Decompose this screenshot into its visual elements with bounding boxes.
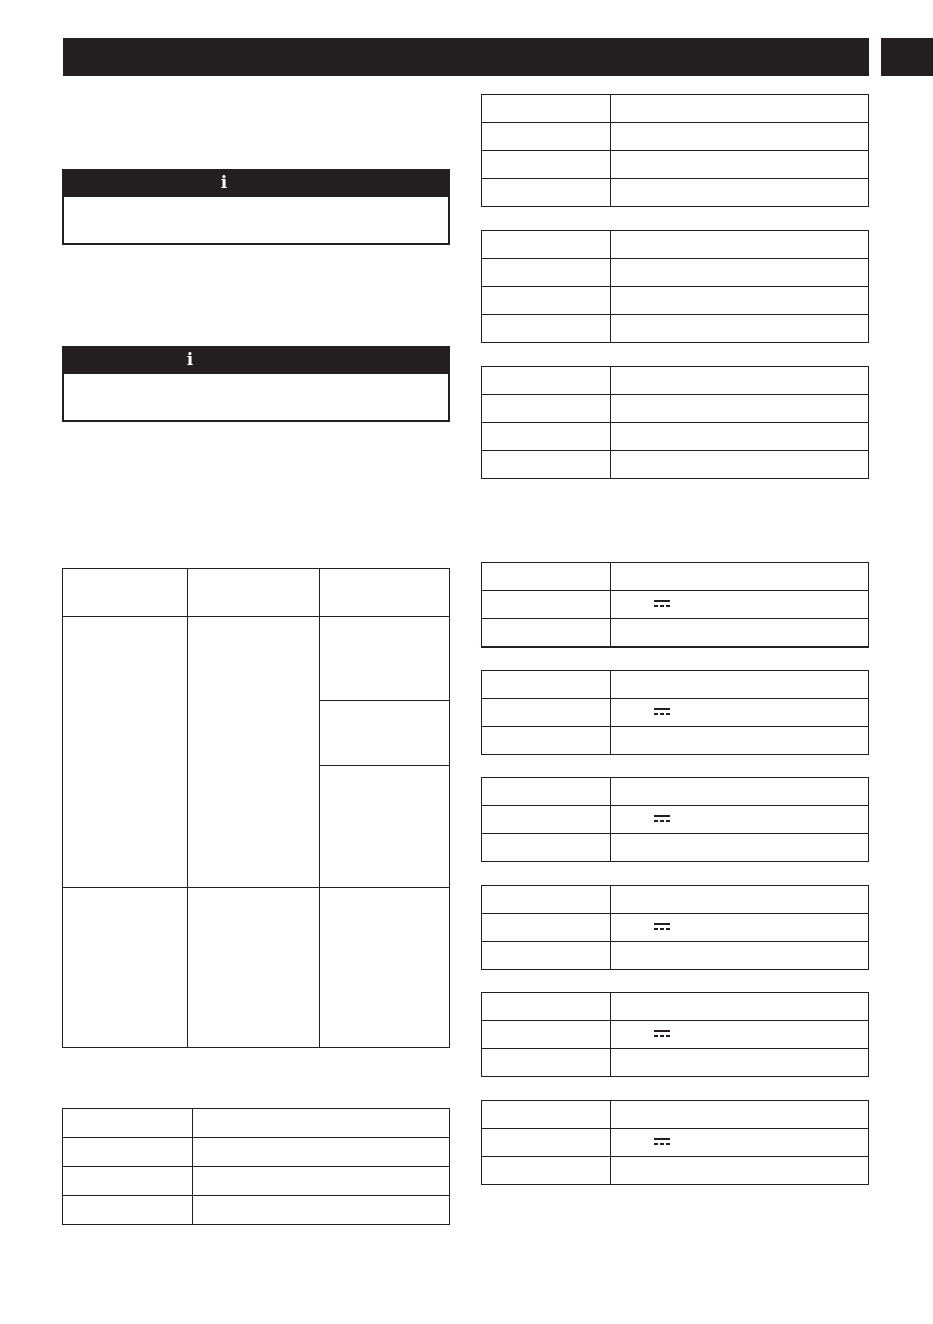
table-row	[482, 834, 869, 862]
table-cell	[320, 617, 450, 701]
table-cell	[482, 834, 611, 862]
table-cell	[482, 423, 611, 451]
table-cell	[610, 886, 868, 914]
table-cell	[610, 123, 868, 151]
table-cell	[482, 727, 611, 755]
table-cell	[610, 671, 868, 699]
table-cell	[610, 1157, 868, 1185]
spec-table-b4	[481, 885, 869, 970]
direct-current-icon	[654, 815, 670, 823]
table-cell	[63, 1196, 193, 1225]
spec-table-b6	[481, 1100, 869, 1185]
info-icon: i	[186, 350, 194, 370]
header-bar	[63, 38, 869, 76]
table-row	[482, 591, 869, 619]
table-row	[63, 1167, 450, 1196]
table-cell	[482, 591, 611, 619]
table-cell	[610, 151, 868, 179]
table-cell	[610, 367, 868, 395]
table-row	[482, 778, 869, 806]
table-row	[482, 1021, 869, 1049]
table-cell	[187, 888, 320, 1048]
table-cell	[610, 315, 868, 343]
notice-box-1	[62, 169, 450, 245]
direct-current-icon	[654, 923, 670, 931]
table-row	[482, 315, 869, 343]
info-icon: i	[220, 173, 228, 193]
table-row	[482, 1157, 869, 1185]
table-row	[482, 179, 869, 207]
left-spec-table	[62, 1108, 450, 1225]
table-cell	[482, 231, 611, 259]
table-cell	[482, 1101, 611, 1129]
table-row	[482, 806, 869, 834]
table-row	[482, 1049, 869, 1077]
table-cell	[482, 886, 611, 914]
table-cell	[482, 287, 611, 315]
spec-table-a1	[481, 94, 869, 207]
table-row	[482, 395, 869, 423]
section-tab	[881, 38, 933, 76]
table-cell	[482, 315, 611, 343]
table-row	[482, 151, 869, 179]
table-cell	[63, 569, 188, 617]
direct-current-icon	[654, 708, 670, 716]
table-cell	[482, 993, 611, 1021]
direct-current-icon	[654, 1138, 670, 1146]
table-row	[482, 914, 869, 942]
table-cell	[610, 619, 868, 647]
table-row	[482, 123, 869, 151]
table-cell	[610, 179, 868, 207]
spec-table-a3	[481, 366, 869, 479]
table-cell	[482, 367, 611, 395]
table-cell	[610, 1021, 868, 1049]
table-cell	[610, 1049, 868, 1077]
table-cell	[610, 287, 868, 315]
table-cell	[192, 1196, 449, 1225]
table-cell	[610, 993, 868, 1021]
table-cell	[610, 259, 868, 287]
table-cell	[192, 1109, 449, 1138]
table-cell	[482, 778, 611, 806]
table-row	[63, 1109, 450, 1138]
table-cell	[192, 1138, 449, 1167]
direct-current-icon	[654, 1030, 670, 1038]
table-cell	[482, 95, 611, 123]
table-cell	[610, 806, 868, 834]
table-cell	[610, 778, 868, 806]
table-row	[63, 1196, 450, 1225]
table-row	[482, 727, 869, 755]
table-cell	[63, 617, 188, 888]
table-cell	[610, 95, 868, 123]
table-row	[482, 1101, 869, 1129]
table-row	[482, 886, 869, 914]
table-cell	[610, 395, 868, 423]
table-cell	[482, 671, 611, 699]
spec-table-a2	[481, 230, 869, 343]
table-row	[482, 563, 869, 591]
table-cell	[320, 569, 450, 617]
table-row	[482, 619, 869, 647]
table-cell	[482, 699, 611, 727]
spec-table-b1	[481, 562, 869, 648]
spec-table-b3	[481, 777, 869, 862]
table-cell	[610, 591, 868, 619]
table-cell	[63, 888, 188, 1048]
table-cell	[482, 395, 611, 423]
table-cell	[63, 1109, 193, 1138]
direct-current-icon	[654, 600, 670, 608]
table-row	[482, 95, 869, 123]
table-cell	[482, 942, 611, 970]
table-cell	[610, 699, 868, 727]
table-cell	[482, 1157, 611, 1185]
table-cell	[482, 179, 611, 207]
table-cell	[482, 151, 611, 179]
spec-table-b5	[481, 992, 869, 1077]
notice-box-2	[62, 346, 450, 422]
spec-table-b2	[481, 670, 869, 755]
table-cell	[610, 942, 868, 970]
table-row	[482, 231, 869, 259]
table-cell	[187, 569, 320, 617]
notice-body	[64, 197, 448, 243]
table-cell	[610, 563, 868, 591]
table-row	[63, 1138, 450, 1167]
table-cell	[482, 806, 611, 834]
table-row	[482, 287, 869, 315]
table-row	[482, 423, 869, 451]
table-cell	[482, 563, 611, 591]
table-cell	[610, 231, 868, 259]
table-row	[482, 942, 869, 970]
table-cell	[192, 1167, 449, 1196]
table-cell	[63, 1138, 193, 1167]
table-row	[63, 617, 450, 701]
table-cell	[482, 451, 611, 479]
notice-header	[64, 171, 448, 197]
table-row	[482, 671, 869, 699]
table-cell	[320, 701, 450, 766]
table-row	[63, 888, 450, 1048]
table-cell	[482, 1021, 611, 1049]
table-cell	[610, 1101, 868, 1129]
table-row	[482, 1129, 869, 1157]
table-cell	[482, 914, 611, 942]
table-row	[482, 367, 869, 395]
table-row	[482, 259, 869, 287]
table-row	[482, 699, 869, 727]
table-cell	[610, 834, 868, 862]
troubleshooting-table	[62, 568, 450, 1048]
notice-header	[64, 348, 448, 374]
table-cell	[610, 451, 868, 479]
table-cell	[482, 1129, 611, 1157]
table-cell	[320, 888, 450, 1048]
table-cell	[187, 617, 320, 888]
table-cell	[610, 423, 868, 451]
table-row	[482, 993, 869, 1021]
table-cell	[610, 914, 868, 942]
table-cell	[482, 259, 611, 287]
table-cell	[610, 1129, 868, 1157]
table-header-row	[63, 569, 450, 617]
table-cell	[482, 1049, 611, 1077]
table-cell	[482, 123, 611, 151]
table-row	[482, 451, 869, 479]
table-cell	[610, 727, 868, 755]
table-cell	[482, 619, 611, 647]
notice-body	[64, 374, 448, 420]
table-cell	[320, 766, 450, 888]
table-cell	[63, 1167, 193, 1196]
